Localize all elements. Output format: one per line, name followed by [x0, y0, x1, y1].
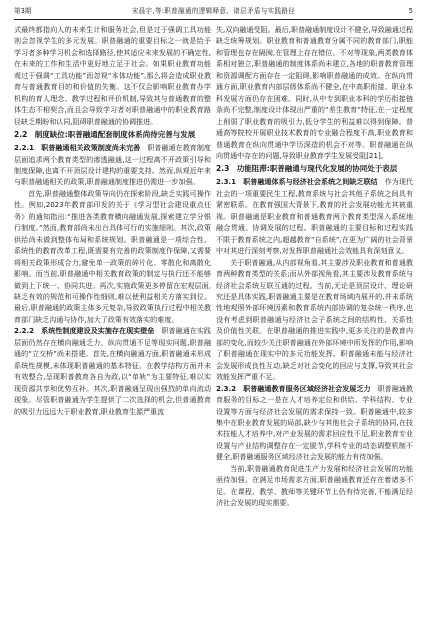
running-title: 宋晨宇,等:职普融通的逻辑释意、诸层矛盾与实践路径	[131, 7, 296, 15]
body-paragraph: 首先,职普融通整体政策导向仍在探索阶段,缺乏实践可操作性。例如,2023年教育部印发的关于《学习型社会建设重点任务》的通知指出:“推进各类教育横向融通发展,探索建立学分银行制度。”然而,教育部尚未出台具体可行的实施细则。其次,政策供给尚未做到整体布局和系统规划。职普融通是一项综合性、系统性的教育改革工程,既需要有完善的政策制度作保障,又需要将相关政策形成合力,避免单一政策的碎片化、零散化和离散化影响。而当前,职普融通中相关教育政策的制定与执行还不能够做到上下统一、协同共进。再次,实施政策更多停留在宏观层面,缺乏有效的规范和可操作性细则,难以使利益相关方落实到位。最后,职普融通的政策主体多元复杂,导致政策执行过程中相关教育部门缺乏沟通与协作,加大了政策有效落实的难度。	[14, 188, 211, 324]
body-paragraph: 当前,职普融通教育促进生产力发展和经济社会发展的功能亟待加强。在满足市场需求方面,职普融通教育还存在着诸多不足。在课程、教学、教师等关键环节上仍有待完善,不能满足经济社会发展的现实需要。	[216, 463, 413, 508]
body-paragraph: 失,双向融通受阻。最后,职普融通制度设计不健全,导致融通过程缺乏统筹规划。职业教育和普通教育分属不同的教育部门,职能和管理也存在隔阂,在管理上存在错位、不对等现象,两类教育体系相对独立,职普融通的制度体系尚未建立,各地的职普教育管理和资源调配方面存在一定阻碍,影响职普融通的成效。在纵向贯通方面,职业教育内部层级体系尚不健全,在中高职衔接、职业本科发展方面仍存在困难。同时,从中专到职业本科的学历衔接链条尚不完整,制度设计体现出严重的“差生教育”特征,在一定程度上削弱了职业教育的吸引力,低分学生的利益难以得到保障。普通高等院校开展职业技术教育的专业融合程度不高,职业教育和普通教育在纵向贯通中学历深造的机会不对等。职普融通在纵向贯通中存在的问题,导致职业教育学生发展受阻[21]。	[216, 25, 413, 160]
subsection-heading-2-3-1: 2.3.1 职普融通体系与经济社会系统之间缺乏联结	[216, 177, 378, 187]
right-column	[216, 24, 413, 631]
left-column	[14, 24, 211, 631]
body-paragraph: 式最终都指向人的未来生计和服务社会,但是过于强调工具功能则会忽视学生的多元发展。职普融通的重要目标之一就是给予学习者多种学习机会和选择路径,使其适应未来发展的不确定性,在未来的工作和生活中更好地立足于社会。如果职业教育功能观过于强调“工具功能”而忽视“本体功能”,那么将会造成职业教育与普通教育目的和价值的失衡。这不仅会影响职业教育办学机构的育人理念、教学过程和评价机制,导致其与普通教育的整体生态不相契合,而且会导致学习者对职普融通中的职业教育路径缺乏期盼和认同,阻碍职普融通的协调推进。	[14, 25, 211, 126]
body-paragraph: 职普融通教育服务的目标之一是在人才培养定位和供给、学科结构、专业设置等方面与经济社会发展的需求保持一致。职普融通中,较多集中在职业教育发展的局部,缺少与其他社会子系统的协同,在技术技能人才培养中,对产业发展的需求回应性不足,职业教育专业设置与产业结构调整存在一定脱节,学科专业的动态调整机制不健全,职普融通服务区域经济社会发展的能力有待加强。	[216, 383, 413, 462]
page-number: 5	[408, 7, 413, 15]
subsection-2-2-2	[14, 325, 211, 417]
running-header	[14, 4, 413, 20]
body-paragraph: 作为现代社会的一项重要民生工程,教育系统与社会其他子系统之间具有紧密联系。在教育强国大背景下,教育的社会发展功能尤其被重视。职普融通是职业教育和普通教育两个教育类型深入系统地融合贯通、协调发展的过程。职普融通的主要目标和过程实践不限于教育系统之内,超越教育“自系统”,在更为广阔的社会背景中对其进行深刻考察,对发挥职普融通社会效能具有深刻意义。	[216, 177, 413, 256]
body-paragraph: 关于职普融通,从内部视角看,其主要涉及职业教育和普通教育两种教育类型的关系;而从外部视角看,其主要涉及教育系统与经济社会系统互联互通的过程。当前,无论是顶层设计、理论研究还是具体实践,职普融通主要是在教育场域内展开的,并未系统性地观照外部环境因素和教育系统内部协调的复杂统一秩序,也没有考虑到职普融通与经济社会子系统之间的结构性、关系性及价值性关联。在职普融通的推进实践中,更多关注的是教育内部的变化,而较少关注职普融通在外部环境中所发挥的作用,影响了职普融通在现实中的多元功能发挥。职普融通未能与经济社会发展形成良性互动,缺乏对社会变化的回应与支撑,导致其社会效能发挥严重不足。	[216, 257, 413, 382]
section-heading-2-3: 2.3 功能阻滞:职普融通与现代化发展的协同处于表层	[216, 164, 398, 174]
section-heading-2-2: 2.2 制度缺位:职普融通配套制度体系尚待完善与发展	[14, 130, 196, 140]
subsection-2-2-1	[14, 142, 211, 188]
subsection-2-3-1	[216, 176, 413, 256]
subsection-2-3-2	[216, 383, 413, 463]
body-paragraph: 职普融通在教育制度层面追求两个教育类型的渗透融通,这一过程离不开政策引导和制度保障,也离不开顶层设计建构的重要支持。然而,纵观近年来与职普融通相关的政策,职普融通制度推进仍需进一步加强。	[14, 143, 211, 187]
subsection-heading-2-3-2: 2.3.2 职普融通教育服务区域经济社会发展乏力	[216, 383, 371, 393]
issue-number: 第3期	[14, 7, 32, 15]
body-paragraph: 职普融通在实践层面仍然存在横向融通乏力、纵向贯通不足等现实问题,职普融通的“立交桥”尚未搭建。首先,在横向融通方面,职普融通未形成系统性规模,未体现职普融通的基本特征。在教学结构方面并未有效整合,呈现职普教育各自为政,以“单轨”为主要特征,难以实现资源共享和优势互补。其次,职普融通呈现出强烈的单向流动现象。尽管职普融通为学生提供了二次选择的机会,但普通教育的吸引力远远大于职业教育,职业教育生源严重流	[14, 326, 211, 416]
subsection-heading-2-2-1: 2.2.1 职普融通相关政策制度尚未完善	[14, 143, 141, 153]
subsection-heading-2-2-2: 2.2.2 系统性制度建设及实施存在现实壁垒	[14, 326, 155, 336]
